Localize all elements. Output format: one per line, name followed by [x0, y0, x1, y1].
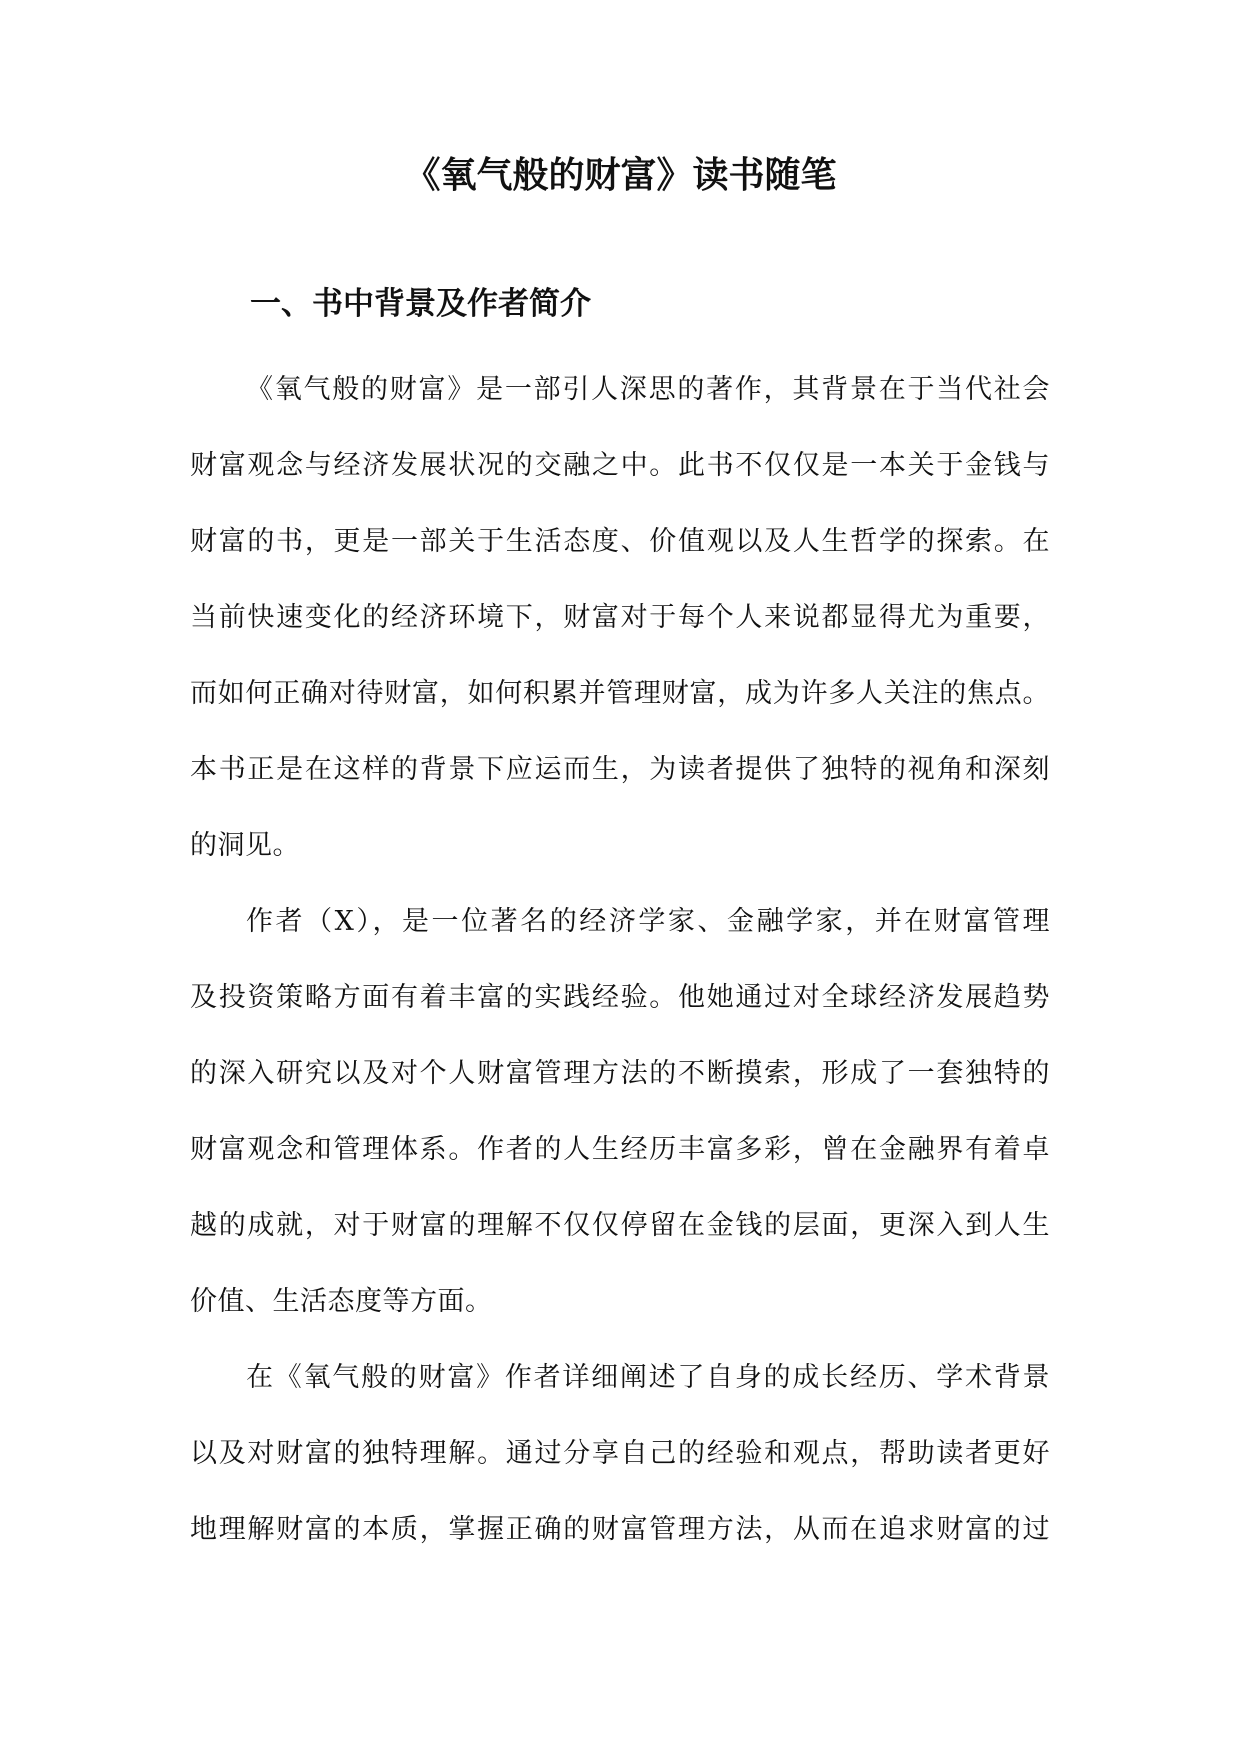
- paragraph-book-content: [190, 1352, 1050, 1580]
- paragraph-background: [190, 364, 1050, 896]
- text-line: 《氧气般的财富》是一部引人深思的著作，其背景在于当代社会: [246, 374, 1050, 405]
- text-line: 作者（X），是一位著名的经济学家、金融学家，并在财富管理: [246, 906, 1050, 937]
- text-line: 在《氧气般的财富》作者详细阐述了自身的成长经历、学术背景: [246, 1362, 1050, 1393]
- text-line: 财富的书，更是一部关于生活态度、价值观以及人生哲学的探索。在: [190, 526, 1050, 557]
- document-title: 《氧气般的财富》读书随笔: [404, 155, 837, 196]
- text-line: 本书正是在这样的背景下应运而生，为读者提供了独特的视角和深刻: [190, 754, 1050, 785]
- section-heading: 一、书中背景及作者简介: [250, 286, 591, 322]
- text-line: 以及对财富的独特理解。通过分享自己的经验和观点，帮助读者更好: [190, 1438, 1050, 1469]
- text-line: 财富观念与经济发展状况的交融之中。此书不仅仅是一本关于金钱与: [190, 450, 1050, 481]
- text-line: 价值、生活态度等方面。: [190, 1286, 493, 1317]
- text-line: 越的成就，对于财富的理解不仅仅停留在金钱的层面，更深入到人生: [190, 1210, 1050, 1241]
- text-line: 的洞见。: [190, 830, 300, 861]
- text-line: 而如何正确对待财富，如何积累并管理财富，成为许多人关注的焦点。: [190, 678, 1050, 709]
- paragraph-author: [190, 896, 1050, 1352]
- text-line: 财富观念和管理体系。作者的人生经历丰富多彩，曾在金融界有着卓: [190, 1134, 1050, 1165]
- text-line: 当前快速变化的经济环境下，财富对于每个人来说都显得尤为重要，: [190, 602, 1050, 633]
- text-line: 的深入研究以及对个人财富管理方法的不断摸索，形成了一套独特的: [190, 1058, 1050, 1089]
- section-body: [190, 364, 1050, 1580]
- text-line: 及投资策略方面有着丰富的实践经验。他她通过对全球经济发展趋势: [190, 982, 1050, 1013]
- text-line: 地理解财富的本质，掌握正确的财富管理方法，从而在追求财富的过: [190, 1514, 1050, 1545]
